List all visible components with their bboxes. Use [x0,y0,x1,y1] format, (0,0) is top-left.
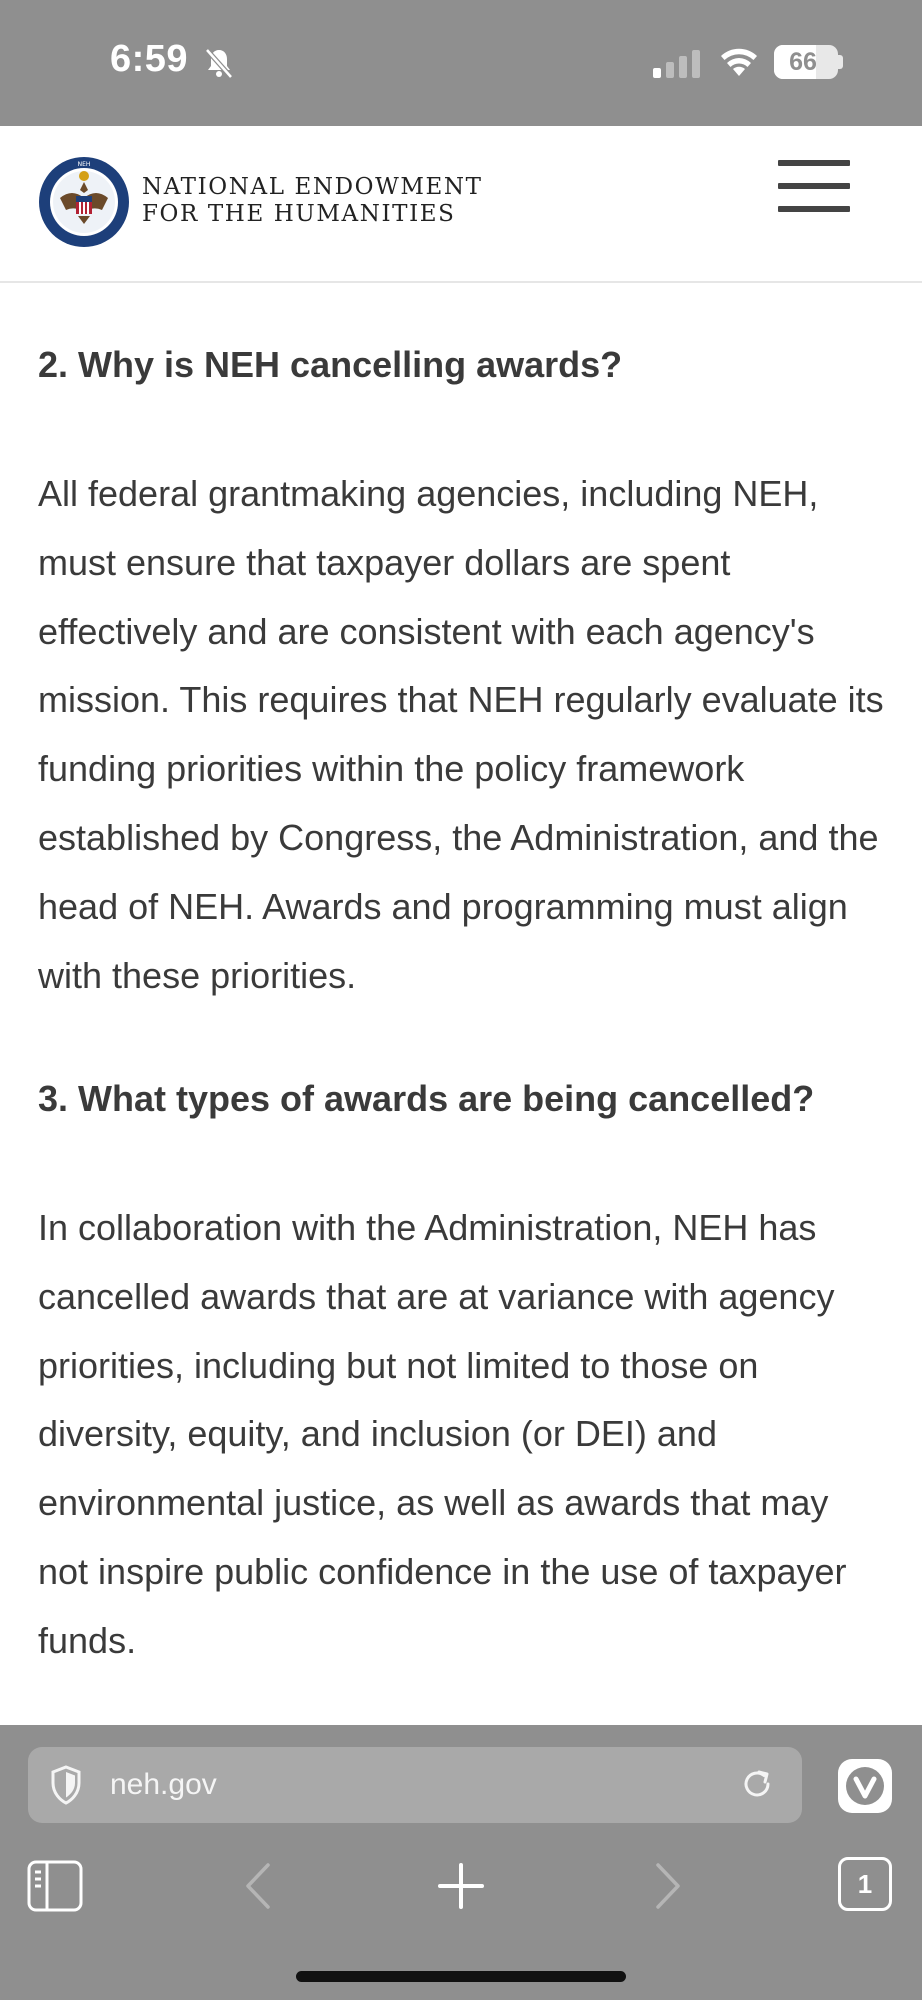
brand-line-2: FOR THE HUMANITIES [142,201,456,227]
neh-seal-logo[interactable] [38,156,130,248]
tabs-icon[interactable]: 1 [838,1857,892,1911]
status-time: 6:59 [110,38,189,80]
svg-text:NEH: NEH [77,161,91,168]
vivaldi-icon[interactable] [838,1759,892,1813]
back-icon[interactable] [232,1857,290,1915]
faq-answer-3: In collaboration with the Administration, NEH has cancelled awards that are at variance with agency priorities, including but not limited to those on diversity, equity, and inclusion (or DEI) and environmental justice, as well as awards that may not inspire public confidence in the use of taxpayer funds. [38,1207,847,1661]
battery-level: 66 [789,48,817,76]
address-bar[interactable] [28,1747,802,1823]
faq-question-3: 3. What types of awards are being cancelled? [38,1078,815,1119]
bell-slash-icon [202,46,236,80]
battery-indicator [774,45,838,79]
site-header [0,126,922,283]
panel-icon[interactable] [26,1857,84,1915]
hamburger-menu-icon[interactable] [778,160,850,212]
browser-toolbar [0,1725,922,2000]
shield-icon[interactable] [50,1765,82,1805]
faq-question-2: 2. Why is NEH cancelling awards? [38,344,623,385]
url-text[interactable]: neh.gov [110,1768,217,1801]
new-tab-icon[interactable] [432,1857,490,1915]
cellular-signal-icon [653,50,701,78]
site-brand[interactable] [142,174,483,228]
reload-icon[interactable] [740,1767,774,1801]
brand-line-1: NATIONAL ENDOWMENT [142,174,483,200]
home-indicator[interactable] [296,1971,626,1982]
wifi-icon [718,46,760,78]
status-bar [0,0,922,126]
forward-icon[interactable] [636,1857,694,1915]
faq-answer-2: All federal grantmaking agencies, including NEH, must ensure that taxpayer dollars are spent effectively and are consistent with each agency's mission. This requires that NEH regularly evaluate its funding priorities within the policy framework established by Congress, the Administration, and the head of NEH. Awards and programming must align with these priorities. [38,473,884,996]
